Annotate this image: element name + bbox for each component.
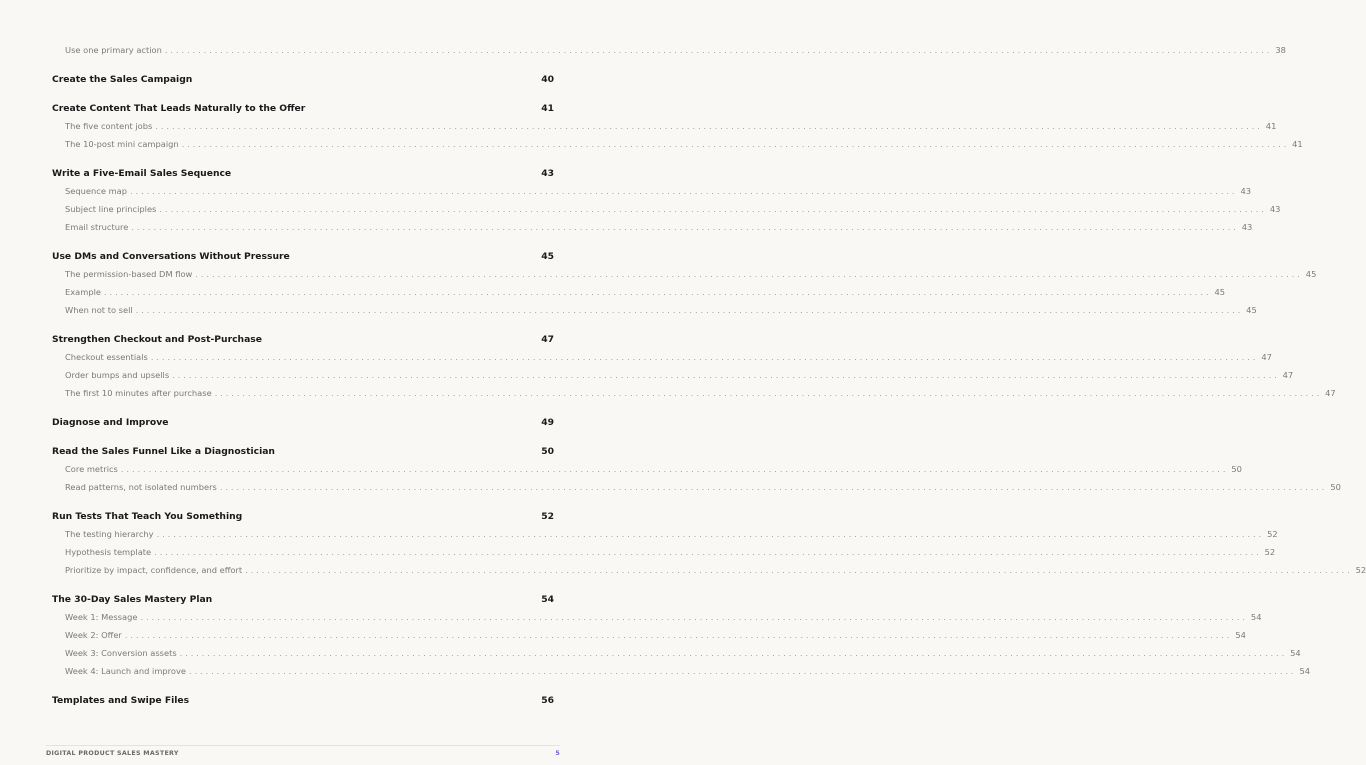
toc-section-entry[interactable] [52, 334, 554, 352]
dot-leader: ........................................................................................................................................................................................................ [135, 305, 1244, 315]
toc-subsection-entry[interactable] [52, 648, 1301, 666]
section-spacer [52, 684, 554, 695]
toc-entry-page-number: 52 [541, 511, 554, 522]
toc-section-entry[interactable] [52, 511, 554, 529]
toc-subsection-entry[interactable] [52, 186, 1252, 204]
dot-leader: ........................................................................................................................................................................................................ [156, 529, 1265, 539]
toc-entry-title: Strengthen Checkout and Post-Purchase [52, 334, 262, 345]
toc-subsection-entry[interactable] [52, 45, 1286, 63]
toc-entry-title: Order bumps and upsells [65, 370, 170, 380]
toc-entry-title: Prioritize by impact, confidence, and effort [65, 565, 243, 575]
dot-leader: ........................................................................................................................................................................................................ [154, 547, 1262, 557]
toc-section-entry[interactable] [52, 103, 554, 121]
toc-subsection-entry[interactable] [52, 482, 1341, 500]
toc-entry-title: Week 3: Conversion assets [65, 648, 177, 658]
toc-entry-title: The permission-based DM flow [65, 269, 193, 279]
section-spacer [52, 63, 554, 74]
toc-section-entry[interactable] [52, 594, 554, 612]
dot-leader: ........................................................................................................................................................................................................ [150, 352, 1259, 362]
dot-leader: ........................................................................................................................................................................................................ [172, 370, 1280, 380]
dot-leader: ........................................................................................................................................................................................................ [181, 139, 1290, 149]
dot-leader: ........................................................................................................................................................................................................ [214, 388, 1323, 398]
toc-entry-title: Run Tests That Teach You Something [52, 511, 243, 522]
toc-entry-page-number: 52 [1267, 529, 1278, 539]
toc-entry-page-number: 52 [1264, 547, 1276, 557]
toc-subsection-entry[interactable] [52, 630, 1246, 648]
dot-leader: ........................................................................................................................................................................................................ [130, 186, 1238, 196]
toc-entry-title: The 10-post mini campaign [65, 139, 179, 149]
toc-entry-page-number: 47 [1282, 370, 1294, 380]
toc-section-entry[interactable] [52, 695, 554, 713]
toc-entry-title: Email structure [65, 222, 129, 232]
toc-entry-page-number: 43 [1269, 204, 1281, 214]
toc-entry-title: Use DMs and Conversations Without Pressure [52, 251, 290, 262]
toc-entry-title: The testing hierarchy [65, 529, 154, 539]
dot-leader: ........................................................................................................................................................................................................ [104, 287, 1212, 297]
toc-section-entry[interactable] [52, 168, 554, 186]
toc-entry-page-number: 38 [1275, 45, 1286, 55]
toc-entry-page-number: 45 [1214, 287, 1226, 297]
dot-leader: ........................................................................................................................................................................................................ [131, 222, 1239, 232]
toc-subsection-entry[interactable] [52, 529, 1278, 547]
section-spacer [52, 323, 554, 334]
toc-section-entry[interactable] [52, 446, 554, 464]
toc-entry-title: Hypothesis template [65, 547, 152, 557]
toc-entry-page-number: 47 [1325, 388, 1336, 398]
section-spacer [52, 157, 554, 168]
toc-entry-page-number: 54 [1250, 612, 1262, 622]
toc-entry-page-number: 50 [1330, 482, 1341, 492]
section-spacer [52, 500, 554, 511]
toc-entry-title: Templates and Swipe Files [52, 695, 190, 706]
toc-entry-page-number: 40 [541, 74, 554, 85]
toc-entry-page-number: 52 [1355, 565, 1366, 575]
toc-subsection-entry[interactable] [52, 204, 1281, 222]
dot-leader: ........................................................................................................................................................................................................ [188, 666, 1297, 676]
toc-entry-page-number: 47 [541, 334, 554, 345]
page-footer [46, 745, 560, 757]
section-spacer [52, 406, 554, 417]
toc-entry-title: When not to sell [65, 305, 133, 315]
dot-leader: ........................................................................................................................................................................................................ [159, 204, 1267, 214]
toc-entry-page-number: 54 [1299, 666, 1311, 676]
toc-subsection-entry[interactable] [52, 464, 1242, 482]
toc-subsection-entry[interactable] [52, 305, 1257, 323]
dot-leader: ........................................................................................................................................................................................................ [155, 121, 1263, 131]
toc-subsection-entry[interactable] [52, 269, 1317, 287]
toc-subsection-entry[interactable] [52, 666, 1311, 684]
toc-entry-title: Read the Sales Funnel Like a Diagnostician [52, 446, 275, 457]
section-spacer [52, 240, 554, 251]
toc-entry-page-number: 56 [541, 695, 554, 706]
toc-entry-page-number: 47 [1261, 352, 1272, 362]
toc-entry-page-number: 43 [1240, 186, 1252, 196]
toc-entry-page-number: 45 [1305, 269, 1317, 279]
toc-section-entry[interactable] [52, 251, 554, 269]
toc-subsection-entry[interactable] [52, 352, 1272, 370]
toc-subsection-entry[interactable] [52, 388, 1336, 406]
toc-entry-title: The first 10 minutes after purchase [65, 388, 212, 398]
dot-leader: ........................................................................................................................................................................................................ [245, 565, 1353, 575]
toc-entry-page-number: 41 [541, 103, 554, 114]
toc-entry-title: Week 2: Offer [65, 630, 122, 640]
toc-entry-title: Diagnose and Improve [52, 417, 169, 428]
toc-entry-title: Example [65, 287, 101, 297]
toc-entry-title: Week 1: Message [65, 612, 138, 622]
toc-entry-title: Create the Sales Campaign [52, 74, 193, 85]
dot-leader: ........................................................................................................................................................................................................ [219, 482, 1328, 492]
toc-subsection-entry[interactable] [52, 565, 1366, 583]
toc-entry-page-number: 54 [1235, 630, 1246, 640]
toc-entry-title: Read patterns, not isolated numbers [65, 482, 217, 492]
dot-leader: ........................................................................................................................................................................................................ [164, 45, 1273, 55]
toc-entry-title: The five content jobs [65, 121, 153, 131]
dot-leader: ........................................................................................................................................................................................................ [120, 464, 1229, 474]
toc-entry-page-number: 41 [1265, 121, 1277, 131]
footer-book-title: DIGITAL PRODUCT SALES MASTERY [46, 750, 179, 757]
toc-entry-title: Checkout essentials [65, 352, 148, 362]
toc-entry-title: Use one primary action [65, 45, 162, 55]
toc-entry-page-number: 43 [1241, 222, 1253, 232]
toc-entry-page-number: 45 [1246, 305, 1257, 315]
toc-entry-title: Create Content That Leads Naturally to the Offer [52, 103, 306, 114]
dot-leader: ........................................................................................................................................................................................................ [179, 648, 1288, 658]
toc-entry-page-number: 49 [541, 417, 554, 428]
dot-leader: ........................................................................................................................................................................................................ [124, 630, 1233, 640]
toc-subsection-entry[interactable] [52, 139, 1303, 157]
section-spacer [52, 92, 554, 103]
toc-entry-page-number: 45 [541, 251, 554, 262]
toc-entry-title: Write a Five-Email Sales Sequence [52, 168, 232, 179]
toc-entry-page-number: 54 [541, 594, 554, 605]
toc-subsection-entry[interactable] [52, 287, 1226, 305]
toc-entry-page-number: 54 [1290, 648, 1301, 658]
dot-leader: ........................................................................................................................................................................................................ [195, 269, 1303, 279]
toc-entry-title: Subject line principles [65, 204, 157, 214]
toc-entry-title: Core metrics [65, 464, 118, 474]
section-spacer [52, 583, 554, 594]
footer-page-number: 5 [555, 750, 560, 757]
toc-subsection-entry[interactable] [52, 612, 1262, 630]
toc-entry-title: Week 4: Launch and improve [65, 666, 186, 676]
table-of-contents [52, 45, 1366, 713]
toc-entry-title: The 30-Day Sales Mastery Plan [52, 594, 213, 605]
toc-entry-title: Sequence map [65, 186, 127, 196]
toc-subsection-entry[interactable] [52, 121, 1277, 139]
toc-subsection-entry[interactable] [52, 370, 1294, 388]
toc-section-entry[interactable] [52, 417, 554, 435]
toc-section-entry[interactable] [52, 74, 554, 92]
toc-entry-page-number: 50 [541, 446, 554, 457]
dot-leader: ........................................................................................................................................................................................................ [140, 612, 1248, 622]
section-spacer [52, 435, 554, 446]
toc-subsection-entry[interactable] [52, 547, 1276, 565]
toc-entry-page-number: 50 [1231, 464, 1242, 474]
toc-subsection-entry[interactable] [52, 222, 1253, 240]
toc-entry-page-number: 41 [1292, 139, 1303, 149]
toc-entry-page-number: 43 [541, 168, 554, 179]
